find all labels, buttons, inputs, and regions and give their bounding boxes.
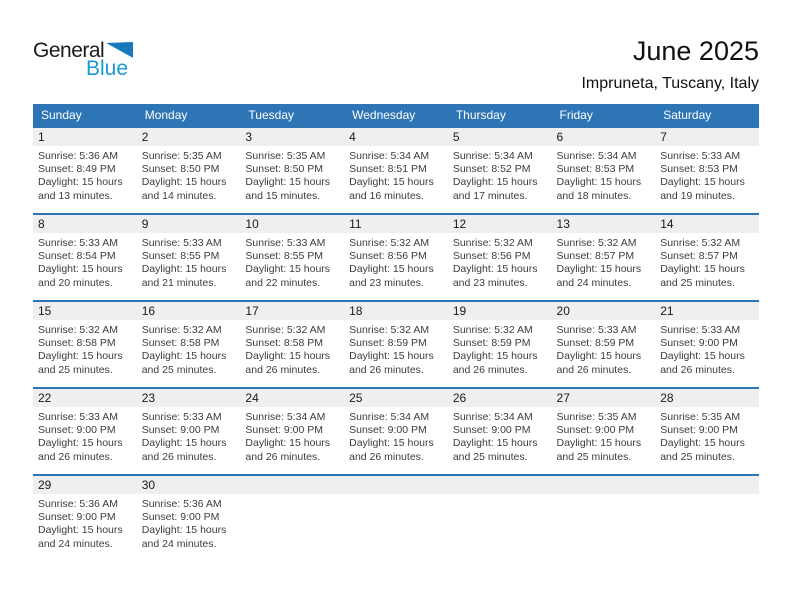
day-details — [344, 233, 448, 290]
sunset-text: Sunset: 8:56 PM — [452, 250, 531, 263]
sunrise-text: Sunrise: 5:33 AM — [141, 411, 222, 423]
logo-text-blue: Blue — [86, 57, 129, 80]
day-cell — [137, 302, 241, 387]
daylight-text-line2: and 25 minutes. — [660, 276, 735, 289]
day-details — [552, 320, 656, 377]
daylight-text-line2: and 24 minutes. — [141, 537, 217, 550]
day-details — [552, 407, 656, 464]
sunset-text: Sunset: 8:55 PM — [245, 250, 324, 263]
daylight-text-line1: Daylight: 15 hours — [38, 176, 123, 189]
sunset-text: Sunset: 9:00 PM — [660, 424, 738, 437]
day-details — [137, 233, 241, 290]
day-number: 17 — [240, 302, 344, 320]
daylight-text-line2: and 25 minutes. — [556, 450, 632, 463]
day-cell — [33, 128, 137, 213]
day-number: 7 — [655, 128, 759, 146]
day-number — [448, 476, 552, 494]
daylight-text-line1: Daylight: 15 hours — [245, 350, 331, 363]
week-row — [33, 300, 759, 387]
day-details — [655, 233, 759, 290]
sunrise-text: Sunrise: 5:34 AM — [349, 411, 430, 423]
sunrise-text: Sunrise: 5:32 AM — [556, 237, 637, 249]
day-number: 22 — [33, 389, 137, 407]
daylight-text-line1: Daylight: 15 hours — [660, 263, 745, 276]
sunrise-text: Sunrise: 5:33 AM — [245, 237, 326, 249]
day-details — [33, 146, 137, 203]
sunrise-text: Sunrise: 5:32 AM — [349, 324, 430, 336]
sunrise-text: Sunrise: 5:36 AM — [38, 498, 118, 510]
sunrise-text: Sunrise: 5:36 AM — [141, 498, 222, 510]
day-cell — [240, 302, 344, 387]
daylight-text-line2: and 13 minutes. — [38, 189, 113, 202]
daylight-text-line1: Daylight: 15 hours — [452, 350, 538, 363]
daylight-text-line1: Daylight: 15 hours — [141, 524, 227, 537]
day-number: 27 — [552, 389, 656, 407]
daylight-text-line1: Daylight: 15 hours — [38, 437, 123, 450]
daylight-text-line2: and 26 minutes. — [556, 363, 632, 376]
day-details — [33, 320, 137, 377]
day-cell — [240, 389, 344, 474]
day-number: 25 — [344, 389, 448, 407]
day-details — [240, 146, 344, 203]
sunrise-text: Sunrise: 5:32 AM — [452, 237, 533, 249]
sunset-text: Sunset: 9:00 PM — [349, 424, 427, 437]
sunrise-text: Sunrise: 5:32 AM — [141, 324, 222, 336]
day-number: 6 — [552, 128, 656, 146]
sunset-text: Sunset: 8:58 PM — [141, 337, 220, 350]
empty-day-cell — [448, 476, 552, 561]
daylight-text-line1: Daylight: 15 hours — [556, 350, 642, 363]
day-number: 26 — [448, 389, 552, 407]
weekday-header-cell: Wednesday — [352, 108, 416, 122]
day-details — [137, 407, 241, 464]
day-cell — [344, 389, 448, 474]
daylight-text-line2: and 23 minutes. — [349, 276, 424, 289]
sunrise-text: Sunrise: 5:33 AM — [556, 324, 637, 336]
sunrise-text: Sunrise: 5:36 AM — [38, 150, 118, 162]
sunset-text: Sunset: 8:52 PM — [452, 163, 531, 176]
weekday-header-cell: Tuesday — [248, 108, 294, 122]
day-cell — [655, 389, 759, 474]
daylight-text-line1: Daylight: 15 hours — [556, 437, 642, 450]
daylight-text-line1: Daylight: 15 hours — [141, 437, 227, 450]
daylight-text-line2: and 26 minutes. — [452, 363, 528, 376]
daylight-text-line1: Daylight: 15 hours — [245, 437, 331, 450]
title-block — [581, 36, 759, 93]
sunset-text: Sunset: 8:58 PM — [245, 337, 324, 350]
sunrise-text: Sunrise: 5:33 AM — [38, 237, 118, 249]
sunrise-text: Sunrise: 5:33 AM — [141, 237, 222, 249]
logo-text-general: General — [33, 39, 105, 62]
day-cell — [552, 302, 656, 387]
daylight-text-line2: and 25 minutes. — [452, 450, 528, 463]
day-details — [344, 146, 448, 203]
daylight-text-line1: Daylight: 15 hours — [452, 437, 538, 450]
sunset-text: Sunset: 9:00 PM — [452, 424, 531, 437]
sunset-text: Sunset: 9:00 PM — [141, 511, 220, 524]
sunset-text: Sunset: 8:53 PM — [660, 163, 738, 176]
daylight-text-line1: Daylight: 15 hours — [141, 350, 227, 363]
week-row — [33, 474, 759, 561]
day-cell — [344, 128, 448, 213]
day-number: 10 — [240, 215, 344, 233]
daylight-text-line2: and 26 minutes. — [38, 450, 113, 463]
daylight-text-line2: and 26 minutes. — [349, 450, 424, 463]
empty-day-cell — [240, 476, 344, 561]
sunrise-text: Sunrise: 5:35 AM — [245, 150, 326, 162]
day-number: 3 — [240, 128, 344, 146]
sunrise-text: Sunrise: 5:32 AM — [245, 324, 326, 336]
day-number: 14 — [655, 215, 759, 233]
sunset-text: Sunset: 9:00 PM — [556, 424, 635, 437]
daylight-text-line2: and 24 minutes. — [38, 537, 113, 550]
daylight-text-line2: and 18 minutes. — [556, 189, 632, 202]
day-cell — [448, 215, 552, 300]
day-cell — [552, 389, 656, 474]
day-cell — [344, 302, 448, 387]
weekday-header-cell: Thursday — [455, 108, 506, 122]
day-cell — [137, 389, 241, 474]
day-number — [240, 476, 344, 494]
daylight-text-line2: and 14 minutes. — [141, 189, 217, 202]
sunset-text: Sunset: 8:57 PM — [556, 250, 635, 263]
sunset-text: Sunset: 8:59 PM — [349, 337, 427, 350]
day-details — [240, 233, 344, 290]
day-cell — [344, 215, 448, 300]
daylight-text-line1: Daylight: 15 hours — [349, 350, 434, 363]
day-cell — [552, 128, 656, 213]
daylight-text-line1: Daylight: 15 hours — [660, 176, 745, 189]
sunset-text: Sunset: 8:54 PM — [38, 250, 116, 263]
day-cell — [33, 389, 137, 474]
daylight-text-line2: and 16 minutes. — [349, 189, 424, 202]
daylight-text-line1: Daylight: 15 hours — [245, 263, 331, 276]
sunrise-text: Sunrise: 5:33 AM — [38, 411, 118, 423]
sunrise-text: Sunrise: 5:32 AM — [452, 324, 533, 336]
day-details — [137, 320, 241, 377]
day-cell — [33, 215, 137, 300]
day-number: 11 — [344, 215, 448, 233]
day-cell — [33, 476, 137, 561]
empty-day-cell — [655, 476, 759, 561]
sunrise-text: Sunrise: 5:34 AM — [452, 150, 533, 162]
empty-day-cell — [344, 476, 448, 561]
week-row — [33, 126, 759, 213]
day-number: 9 — [137, 215, 241, 233]
daylight-text-line2: and 17 minutes. — [452, 189, 528, 202]
day-cell — [240, 128, 344, 213]
sunrise-text: Sunrise: 5:34 AM — [452, 411, 533, 423]
sunrise-text: Sunrise: 5:33 AM — [660, 150, 741, 162]
sunset-text: Sunset: 8:59 PM — [556, 337, 635, 350]
daylight-text-line1: Daylight: 15 hours — [38, 350, 123, 363]
logo-triangle-icon — [106, 42, 133, 58]
day-details — [344, 320, 448, 377]
day-details — [448, 320, 552, 377]
daylight-text-line1: Daylight: 15 hours — [556, 176, 642, 189]
weekday-header-cell: Friday — [559, 108, 593, 122]
sunset-text: Sunset: 8:58 PM — [38, 337, 116, 350]
day-details — [137, 494, 241, 551]
daylight-text-line2: and 25 minutes. — [38, 363, 113, 376]
day-cell — [655, 302, 759, 387]
daylight-text-line2: and 26 minutes. — [349, 363, 424, 376]
daylight-text-line2: and 25 minutes. — [660, 450, 735, 463]
daylight-text-line1: Daylight: 15 hours — [349, 176, 434, 189]
day-details — [448, 146, 552, 203]
day-cell — [137, 128, 241, 213]
day-cell — [240, 215, 344, 300]
day-details — [552, 233, 656, 290]
day-details — [33, 494, 137, 551]
day-number: 28 — [655, 389, 759, 407]
sunset-text: Sunset: 8:53 PM — [556, 163, 635, 176]
day-cell — [655, 128, 759, 213]
day-details — [655, 320, 759, 377]
daylight-text-line1: Daylight: 15 hours — [245, 176, 331, 189]
day-number — [344, 476, 448, 494]
weekday-header-cell: Saturday — [663, 108, 712, 122]
day-cell — [33, 302, 137, 387]
calendar-table — [33, 104, 759, 561]
empty-day-cell — [552, 476, 656, 561]
sunrise-text: Sunrise: 5:32 AM — [660, 237, 741, 249]
sunrise-text: Sunrise: 5:35 AM — [556, 411, 637, 423]
day-details — [240, 320, 344, 377]
day-number: 23 — [137, 389, 241, 407]
sunset-text: Sunset: 8:50 PM — [141, 163, 220, 176]
day-cell — [137, 215, 241, 300]
daylight-text-line2: and 26 minutes. — [245, 363, 321, 376]
day-number: 2 — [137, 128, 241, 146]
sunrise-text: Sunrise: 5:32 AM — [38, 324, 118, 336]
weekday-header-cell: Sunday — [41, 108, 82, 122]
day-cell — [448, 389, 552, 474]
daylight-text-line2: and 21 minutes. — [141, 276, 217, 289]
daylight-text-line2: and 24 minutes. — [556, 276, 632, 289]
daylight-text-line2: and 26 minutes. — [245, 450, 321, 463]
day-number: 21 — [655, 302, 759, 320]
sunrise-text: Sunrise: 5:34 AM — [245, 411, 326, 423]
weekday-header-row — [33, 104, 759, 126]
day-number: 24 — [240, 389, 344, 407]
day-number — [655, 476, 759, 494]
day-details — [552, 146, 656, 203]
day-details — [33, 407, 137, 464]
daylight-text-line2: and 20 minutes. — [38, 276, 113, 289]
daylight-text-line2: and 26 minutes. — [660, 363, 735, 376]
day-details — [655, 407, 759, 464]
daylight-text-line1: Daylight: 15 hours — [349, 437, 434, 450]
sunrise-text: Sunrise: 5:32 AM — [349, 237, 430, 249]
weekday-header-cell: Monday — [144, 108, 188, 122]
daylight-text-line1: Daylight: 15 hours — [660, 437, 745, 450]
day-cell — [552, 215, 656, 300]
sunrise-text: Sunrise: 5:34 AM — [349, 150, 430, 162]
sunset-text: Sunset: 9:00 PM — [660, 337, 738, 350]
general-blue-logo — [33, 40, 133, 79]
sunrise-text: Sunrise: 5:33 AM — [660, 324, 741, 336]
daylight-text-line1: Daylight: 15 hours — [38, 263, 123, 276]
calendar-grid — [33, 126, 759, 561]
sunrise-text: Sunrise: 5:35 AM — [660, 411, 741, 423]
day-number: 1 — [33, 128, 137, 146]
daylight-text-line2: and 15 minutes. — [245, 189, 321, 202]
sunset-text: Sunset: 8:59 PM — [452, 337, 531, 350]
daylight-text-line1: Daylight: 15 hours — [349, 263, 434, 276]
day-details — [655, 146, 759, 203]
week-row — [33, 213, 759, 300]
day-number: 4 — [344, 128, 448, 146]
daylight-text-line2: and 19 minutes. — [660, 189, 735, 202]
day-number: 12 — [448, 215, 552, 233]
day-cell — [655, 215, 759, 300]
day-number: 15 — [33, 302, 137, 320]
daylight-text-line2: and 22 minutes. — [245, 276, 321, 289]
day-number: 29 — [33, 476, 137, 494]
week-row — [33, 387, 759, 474]
day-number: 8 — [33, 215, 137, 233]
sunset-text: Sunset: 8:49 PM — [38, 163, 116, 176]
sunset-text: Sunset: 8:55 PM — [141, 250, 220, 263]
sunrise-text: Sunrise: 5:34 AM — [556, 150, 637, 162]
daylight-text-line2: and 23 minutes. — [452, 276, 528, 289]
daylight-text-line1: Daylight: 15 hours — [141, 263, 227, 276]
daylight-text-line1: Daylight: 15 hours — [452, 176, 538, 189]
daylight-text-line2: and 26 minutes. — [141, 450, 217, 463]
sunrise-text: Sunrise: 5:35 AM — [141, 150, 222, 162]
sunset-text: Sunset: 9:00 PM — [245, 424, 324, 437]
day-cell — [137, 476, 241, 561]
sunset-text: Sunset: 8:56 PM — [349, 250, 427, 263]
day-details — [33, 233, 137, 290]
day-details — [344, 407, 448, 464]
sunset-text: Sunset: 8:51 PM — [349, 163, 427, 176]
day-number: 19 — [448, 302, 552, 320]
day-number: 5 — [448, 128, 552, 146]
daylight-text-line1: Daylight: 15 hours — [452, 263, 538, 276]
page-subtitle: Impruneta, Tuscany, Italy — [581, 75, 759, 92]
day-number: 18 — [344, 302, 448, 320]
sunset-text: Sunset: 8:57 PM — [660, 250, 738, 263]
daylight-text-line1: Daylight: 15 hours — [38, 524, 123, 537]
day-number: 30 — [137, 476, 241, 494]
day-cell — [448, 302, 552, 387]
day-number: 20 — [552, 302, 656, 320]
page-title: June 2025 — [632, 36, 759, 66]
sunset-text: Sunset: 9:00 PM — [141, 424, 220, 437]
sunset-text: Sunset: 9:00 PM — [38, 424, 116, 437]
sunset-text: Sunset: 9:00 PM — [38, 511, 116, 524]
day-number: 13 — [552, 215, 656, 233]
sunset-text: Sunset: 8:50 PM — [245, 163, 324, 176]
daylight-text-line2: and 25 minutes. — [141, 363, 217, 376]
day-details — [137, 146, 241, 203]
day-number — [552, 476, 656, 494]
day-cell — [448, 128, 552, 213]
daylight-text-line1: Daylight: 15 hours — [660, 350, 745, 363]
day-details — [448, 407, 552, 464]
day-details — [240, 407, 344, 464]
day-number: 16 — [137, 302, 241, 320]
day-details — [448, 233, 552, 290]
daylight-text-line1: Daylight: 15 hours — [556, 263, 642, 276]
daylight-text-line1: Daylight: 15 hours — [141, 176, 227, 189]
